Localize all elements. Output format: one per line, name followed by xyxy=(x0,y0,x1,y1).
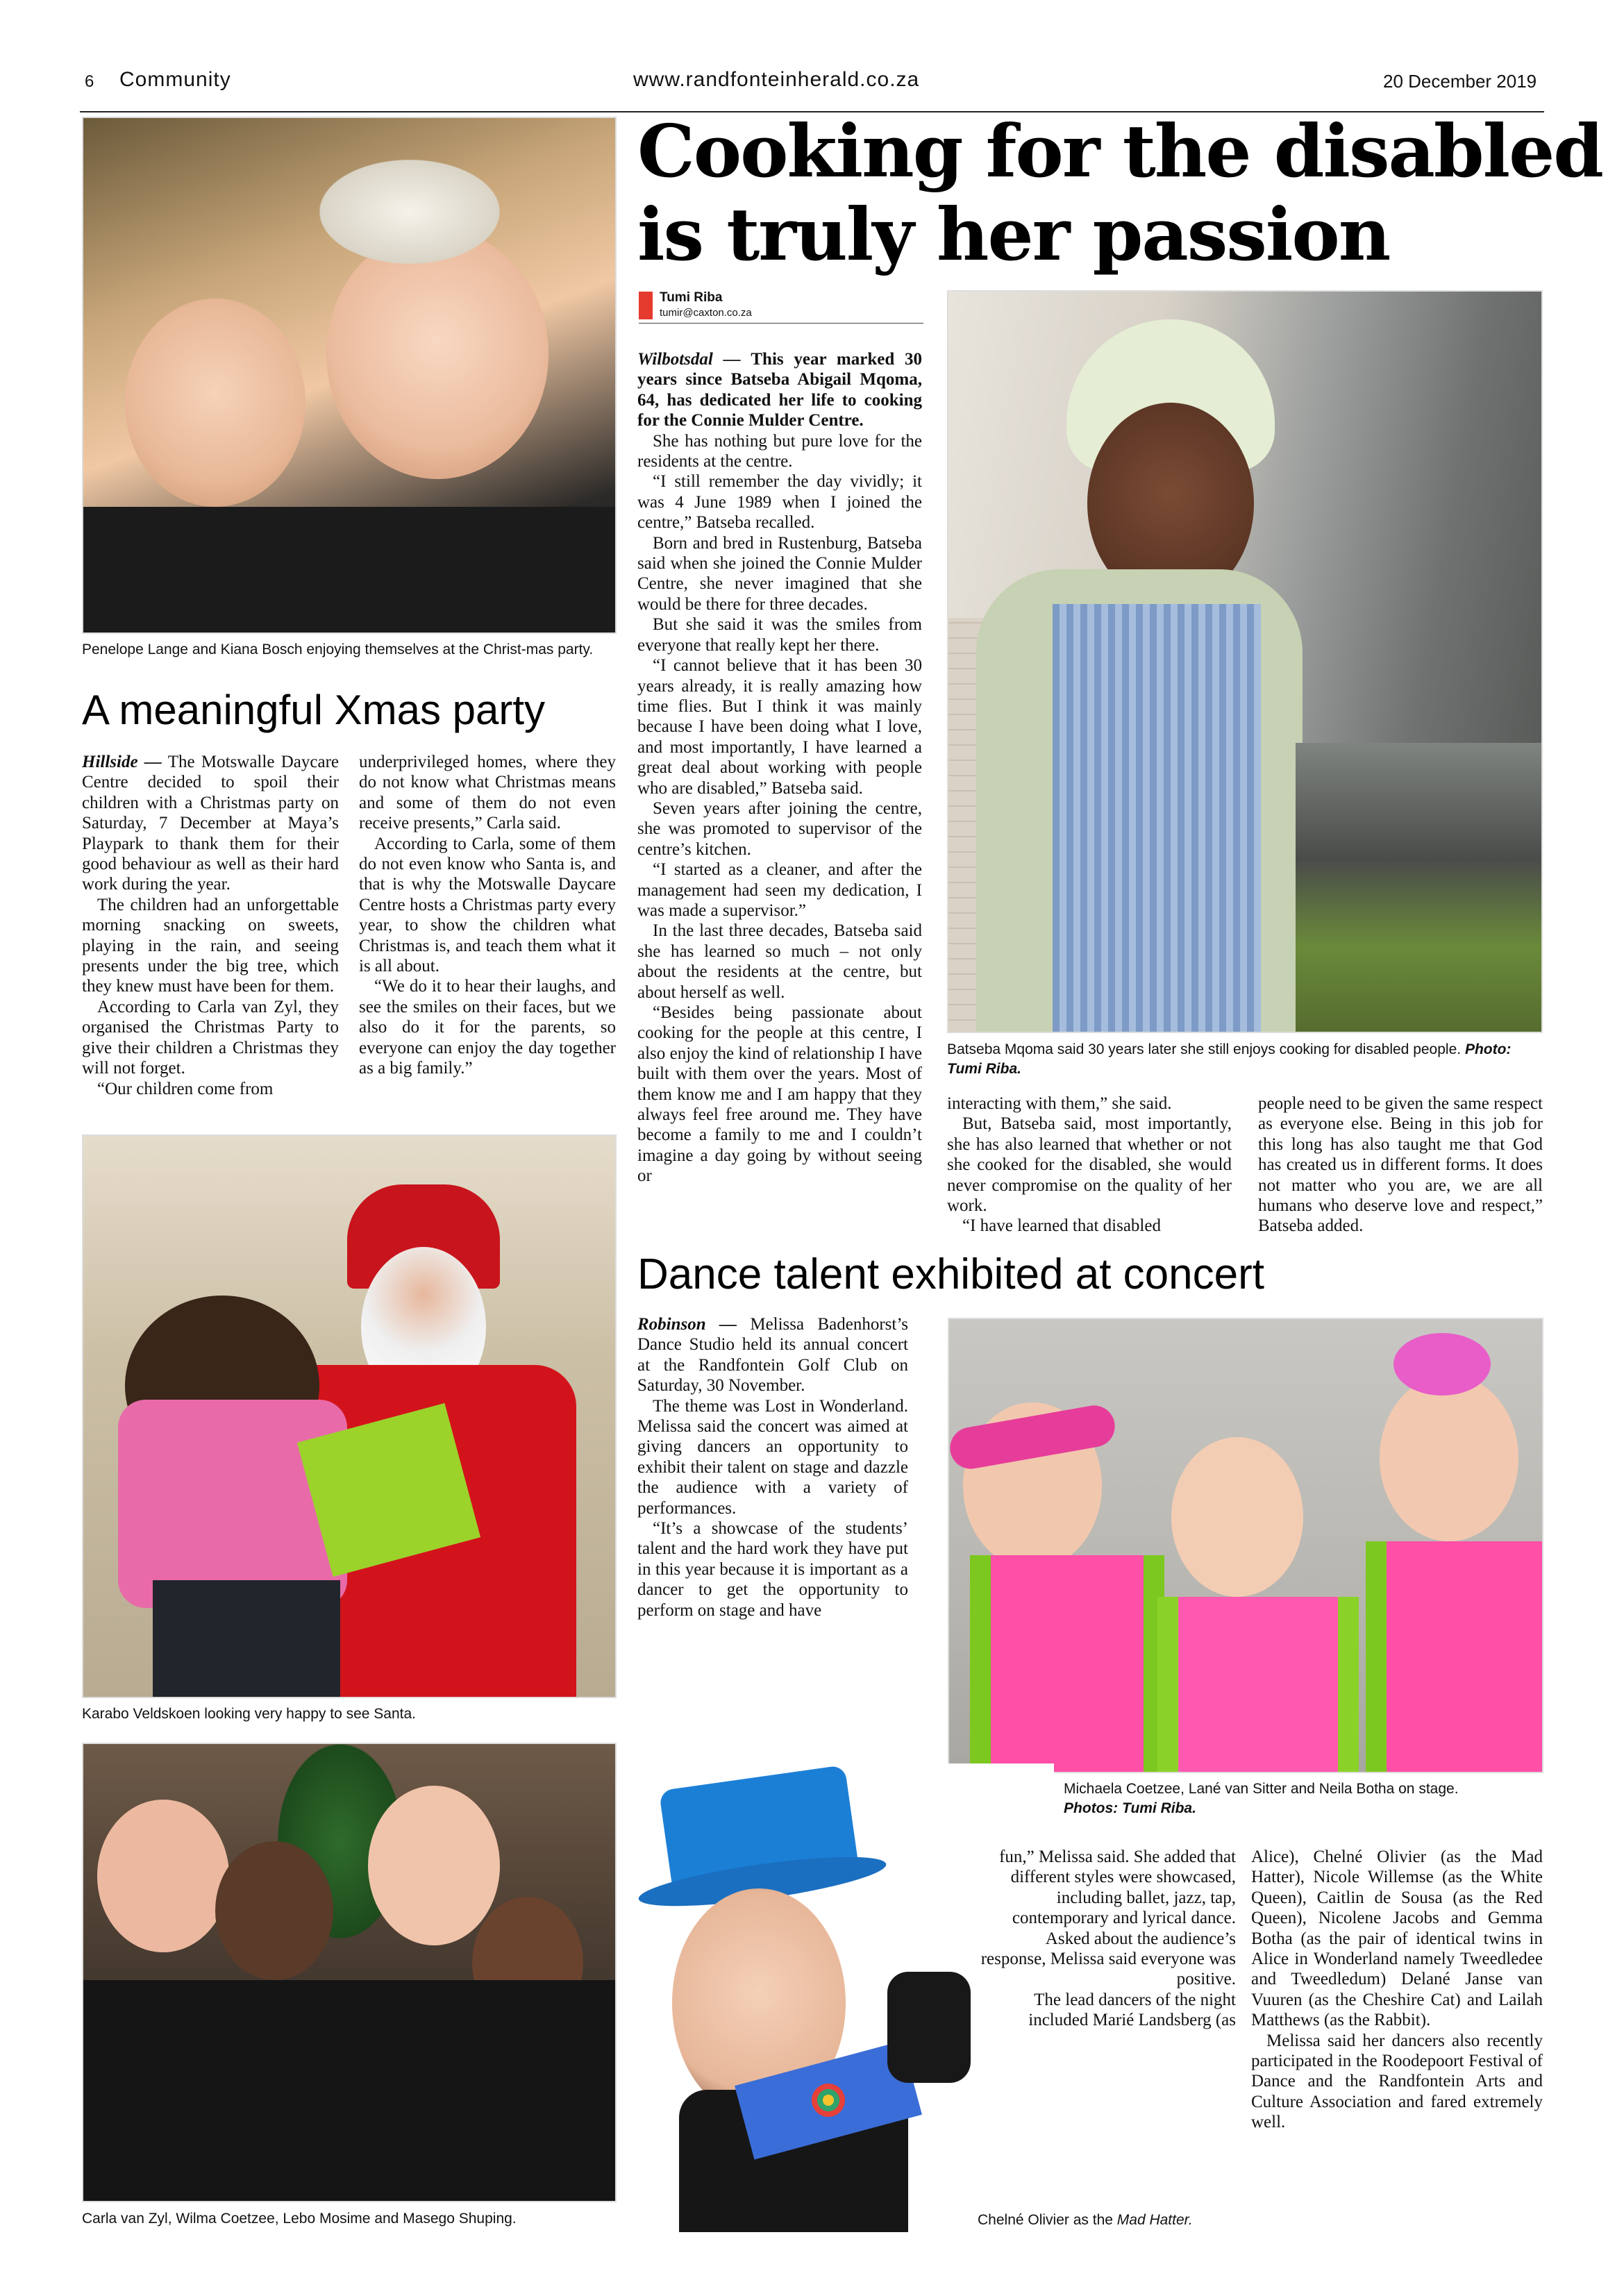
page-number: 6 xyxy=(85,72,94,91)
byline-email[interactable]: tumir@caxton.co.za xyxy=(660,307,752,319)
paragraph: According to Carla, some of them do not even know who Santa is, and that is why the Motswalle Daycare Centre hosts a Christmas party every year, to show the children what Christmas is, and teach them what it is all about. xyxy=(359,834,616,976)
byline-accent xyxy=(639,292,653,319)
caption-italic: Mad Hatter. xyxy=(1116,2212,1193,2228)
cooking-column-1 xyxy=(637,349,922,1187)
photo-dancers-on-stage xyxy=(948,1318,1543,1773)
paragraph: Alice), Chelné Olivier (as the Mad Hatter), Nicole Willemse (as the White Queen), Caitlin de Sousa (as the Red Queen), Nicolene Jacobs and Gemma Botha (as the pair of identical twins in Alice in Wonderland namely Tweedledee and Tweedledum) Delané Janse van Vuuren (as the Cheshire Cat) and Lailah Matthews (as the Rabbit). xyxy=(1251,1847,1543,2030)
caption-text: Chelné Olivier as the xyxy=(978,2212,1113,2228)
dateline: Hillside — xyxy=(82,753,162,771)
photo-santa xyxy=(82,1134,617,1698)
caption-text: Batseba Mqoma said 30 years later she still enjoys cooking for disabled people. xyxy=(947,1041,1462,1057)
cooking-column-3 xyxy=(1258,1093,1543,1237)
dance-column-1 xyxy=(637,1314,908,1620)
paragraph: The children had an unforgettable morning snacking on sweets, playing in the rain, and seeing presents under the big tree, which they knew must have been for them. xyxy=(82,895,339,996)
photo-penelope-kiana xyxy=(82,117,617,634)
caption-text: Michaela Coetzee, Lané van Sitter and Neila Botha on stage. xyxy=(1064,1781,1459,1797)
byline-rule xyxy=(639,323,923,324)
photo-credit: Photos: Tumi Riba. xyxy=(1064,1800,1196,1816)
paragraph: Born and bred in Rustenburg, Batseba said when she joined the Connie Mulder Centre, she never imagined that she would be there for three decades. xyxy=(637,533,922,614)
paragraph: Melissa said her dancers also recently participated in the Roodepoort Festival of Dance and the Randfontein Arts and Culture Association and fared extremely well. xyxy=(1251,2031,1543,2132)
paragraph: Seven years after joining the centre, she was promoted to supervisor of the centre’s kitchen. xyxy=(637,798,922,859)
photo-batseba-kitchen xyxy=(947,290,1543,1033)
paragraph: “I cannot believe that it has been 30 years already, it is really amazing how time flies. But I think it was mainly because I have been doing what I love, and most importantly, I have learned a great deal about working with people who are disabled,” Batseba said. xyxy=(637,656,922,798)
dateline: Wilbotsdal — xyxy=(637,350,741,369)
byline-name: Tumi Riba xyxy=(660,290,723,305)
paragraph: Melissa Badenhorst’s Dance Studio held its annual concert at the Randfontein Golf Club on Saturday, 30 November. xyxy=(637,1315,908,1396)
headline-line: Cooking for the disabled xyxy=(637,108,1603,194)
photo-caption: Karabo Veldskoen looking very happy to see Santa. xyxy=(82,1706,416,1722)
lead-paragraph: This year marked 30 years since Batseba Abigail Mqoma, 64, has dedicated her life to cooking for the Connie Mulder Centre. xyxy=(637,350,923,430)
paragraph: interacting with them,” she said. xyxy=(947,1094,1172,1113)
photo-staff-group xyxy=(82,1743,617,2202)
photo-caption xyxy=(978,2211,1325,2230)
headline-line: is truly her passion xyxy=(637,192,1390,277)
paragraph: But she said it was the smiles from everyone that really kept her there. xyxy=(637,615,922,655)
paragraph: “Our children come from xyxy=(97,1079,274,1098)
paragraph: “Besides being passionate about cooking for the people at this centre, I also enjoy the kind of relationship I have built with them over the years. Most of them know me and I am happy that they always feel free around me. They have become a family to me and I couldn’t imagine a day going by without seeing or xyxy=(637,1003,922,1186)
dance-column-3 xyxy=(1251,1847,1543,2133)
section-name: Community xyxy=(119,68,231,91)
photo-caption xyxy=(1064,1779,1543,1818)
paragraph: “I have learned that disabled xyxy=(962,1216,1161,1236)
xmas-column-1 xyxy=(82,752,339,1099)
paragraph: “We do it to hear their laughs, and see the smiles on their faces, but we also do it for the parents, so everyone can enjoy the day together as a big family.” xyxy=(359,977,616,1078)
dateline: Robinson — xyxy=(637,1315,737,1334)
xmas-column-2 xyxy=(359,752,616,1079)
paragraph: underprivileged homes, where they do not know what Christmas means and some of them do not even receive presents,” Carla said. xyxy=(359,753,616,833)
paragraph: “I still remember the day vividly; it was 4 June 1989 when I joined the centre,” Batseba recalled. xyxy=(637,472,922,533)
paragraph: fun,” Melissa said. She added that different styles were showcased, including ballet, jazz, tap, contemporary and lyrical dance. xyxy=(999,1847,1236,1928)
photo-caption: Carla van Zyl, Wilma Coetzee, Lebo Mosime and Masego Shuping. xyxy=(82,2211,517,2227)
dance-headline: Dance talent exhibited at concert xyxy=(637,1250,1264,1298)
paragraph: “It’s a showcase of the students’ talent and the hard work they have put in this year because it is important as a dancer to get the opportunity to perform on stage and have xyxy=(637,1519,908,1620)
cooking-column-2 xyxy=(947,1093,1232,1237)
dance-column-2 xyxy=(965,1847,1236,2031)
photo-credit: Photo: Tumi Riba. xyxy=(947,1041,1512,1077)
paragraph: The Motswalle Daycare Centre decided to spoil their children with a Christmas party on Saturday, 7 December at Maya’s Playpark to thank them for their good behaviour as well as their hard work during the year. xyxy=(82,753,339,894)
cooking-headline xyxy=(637,110,1609,276)
paragraph: In the last three decades, Batseba said she has learned so much – not only about the residents at the centre, but about herself as well. xyxy=(637,921,922,1002)
paragraph: She has nothing but pure love for the residents at the centre. xyxy=(637,431,922,471)
photo-caption xyxy=(947,1040,1543,1079)
photo-caption: Penelope Lange and Kiana Bosch enjoying themselves at the Christ-mas party. xyxy=(82,642,594,657)
paragraph: The theme was Lost in Wonderland. Melissa said the concert was aimed at giving dancers an opportunity to exhibit their talent on stage and dazzle the audience with a variety of performances. xyxy=(637,1396,908,1518)
paragraph: “I started as a cleaner, and after the management had seen my dedication, I was made a supervisor.” xyxy=(637,860,922,920)
paragraph: The lead dancers of the night included Marié Landsberg (as xyxy=(1028,1990,1236,2030)
issue-date: 20 December 2019 xyxy=(1383,71,1537,92)
paragraph: But, Batseba said, most importantly, she has also learned that whether or not she cooked for the disabled, she would never compromise on the quality of her work. xyxy=(947,1114,1232,1216)
xmas-headline: A meaningful Xmas party xyxy=(82,687,546,733)
paragraph: people need to be given the same respect as everyone else. Being in this job for this long has also taught me that God has created us in different forms. It does not matter who you are, we are all humans who deserve love and respect,” Batseba added. xyxy=(1258,1094,1543,1236)
paragraph: According to Carla van Zyl, they organised the Christmas Party to give their children a Christmas they will not forget. xyxy=(82,997,339,1078)
website-url[interactable]: www.randfonteinherald.co.za xyxy=(633,68,920,91)
paragraph: Asked about the audience’s response, Melissa said everyone was positive. xyxy=(980,1929,1236,1989)
